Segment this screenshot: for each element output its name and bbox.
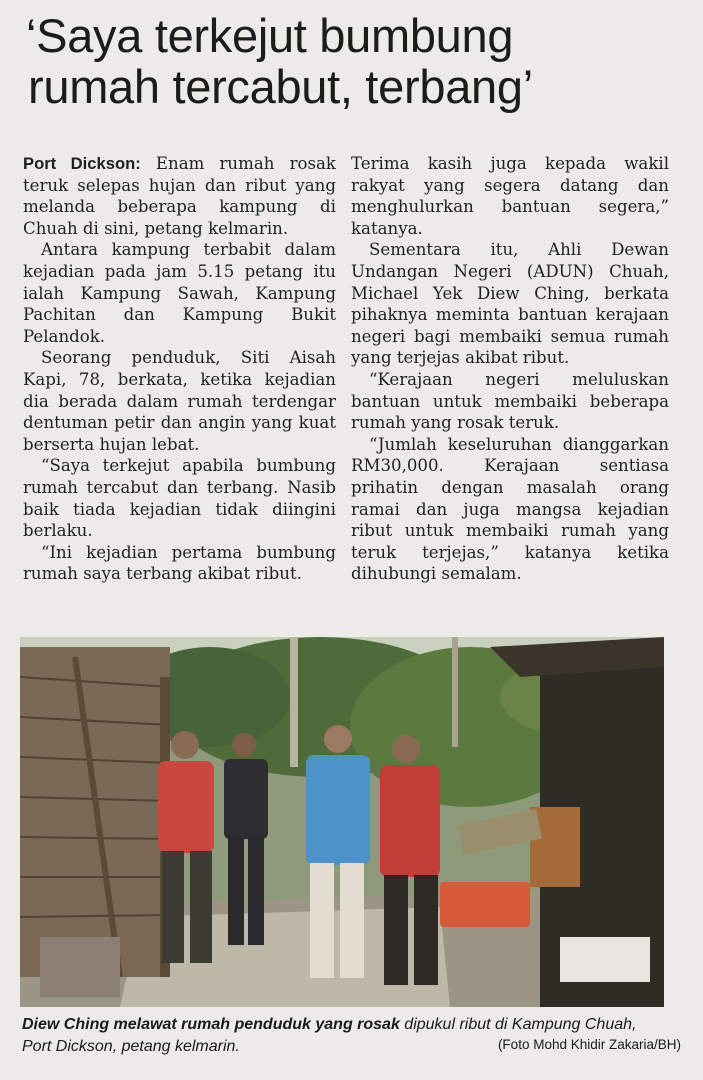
paragraph-text: Enam rumah rosak teruk selepas hujan dan ribut yang melanda beberapa kampung di Chuah di sini, petang kelmarin. xyxy=(23,154,336,238)
dateline: Port Dickson: xyxy=(23,154,141,173)
article-paragraph: “Ini kejadian pertama bumbung rumah saya terbang akibat ribut. xyxy=(23,542,336,584)
article-paragraph xyxy=(23,153,336,239)
caption-text: dipukul ribut di Kampung Chuah, Port Dickson, petang kelmarin. xyxy=(22,1016,637,1055)
article-column-right xyxy=(351,153,669,585)
headline-line-2: rumah tercabut, terbang’ xyxy=(28,60,533,113)
article-paragraph: Seorang penduduk, Siti Aisah Kapi, 78, berkata, ketika kejadian dia berada dalam rumah terdengar dentuman petir dan angin yang kuat berserta hujan lebat. xyxy=(23,348,336,454)
article-paragraph: Antara kampung terbabit dalam kejadian pada jam 5.15 petang itu ialah Kampung Sawah, Kampung Pachitan dan Kampung Bukit Pelandok. xyxy=(23,240,336,346)
article-paragraph: “Saya terkejut apabila bumbung rumah tercabut dan terbang. Nasib baik tiada kejadian tidak diingini berlaku. xyxy=(23,456,336,541)
article-paragraph: Sementara itu, Ahli Dewan Undangan Negeri (ADUN) Chuah, Michael Yek Diew Ching, berkata pihaknya meminta bantuan kerajaan negeri bagi membaiki semua rumah yang terjejas akibat ribut. xyxy=(351,240,669,368)
headline-line-1: ‘Saya terkejut bumbung xyxy=(26,9,514,62)
news-photo xyxy=(20,637,664,1007)
article-column-left xyxy=(23,153,336,585)
article-paragraph: “Jumlah keseluruhan dianggarkan RM30,000. Kerajaan sentiasa prihatin dengan masalah orang ramai dan juga mangsa kejadian ribut untuk membaiki rumah yang teruk terjejas,” katanya ketika dihubungi semalam. xyxy=(351,434,669,584)
caption-bold: Diew Ching melawat rumah penduduk yang rosak xyxy=(22,1016,400,1033)
headline xyxy=(26,10,686,112)
article-paragraph: “Kerajaan negeri meluluskan bantuan untuk membaiki beberapa rumah yang rosak teruk. xyxy=(351,369,669,433)
photo-credit: (Foto Mohd Khidir Zakaria/BH) xyxy=(497,1037,681,1052)
article-paragraph: Terima kasih juga kepada wakil rakyat yang segera datang dan menghulurkan bantuan segera,” katanya. xyxy=(351,154,669,238)
